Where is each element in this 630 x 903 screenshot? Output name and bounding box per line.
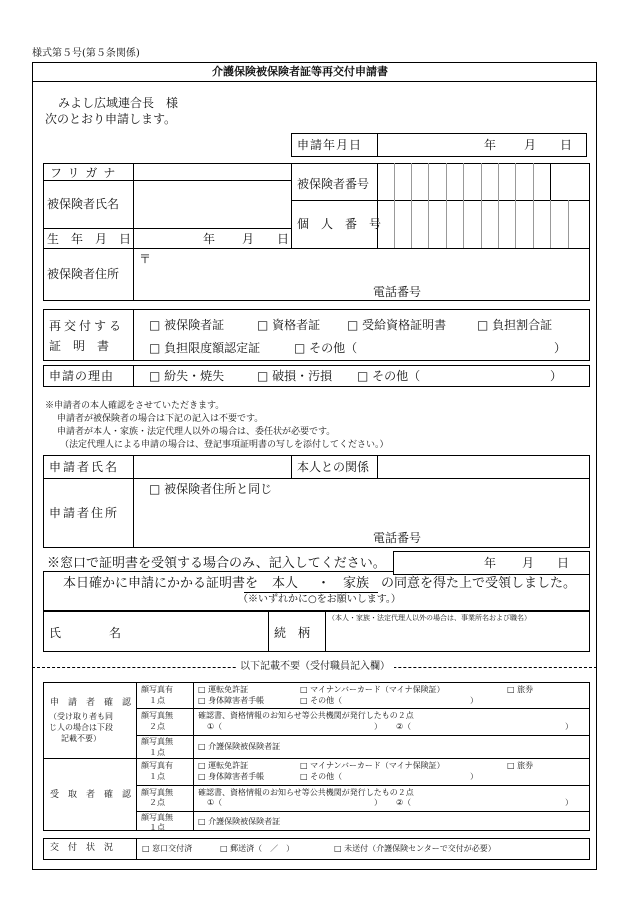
reason-damaged[interactable]: □ 破損・汚損 — [257, 369, 333, 383]
note-line-4: （法定代理人による申請の場合は、登記事項証明書の写しを添付してください。） — [60, 440, 389, 450]
id-other[interactable]: □ その他（ — [300, 696, 343, 705]
delivery-box — [43, 838, 590, 860]
insured-name-label: 被保険者氏名 — [47, 197, 120, 211]
rcv-id-mynumber-card[interactable]: □ マイナンバーカード（マイナ保険証） — [300, 761, 445, 770]
consent-text-post: の同意を得た上で受領しました。 — [381, 576, 577, 591]
applicant-name-label: 申請者氏名 — [49, 460, 120, 474]
window-notice: ※窓口で証明書を受領する場合のみ、記入してください。 — [47, 556, 386, 571]
postal-mark: 〒 — [139, 252, 152, 266]
delivery-unsent[interactable]: □ 未送付（介護保険センターで交付が必要） — [334, 844, 496, 853]
birth-date-label: 生 年 月 日 — [47, 232, 132, 246]
receiver-relation-label: 続 柄 — [274, 626, 311, 640]
intro-text: 次のとおり申請します。 — [45, 112, 177, 126]
delivery-label: 交 付 状 況 — [50, 843, 114, 853]
form-number: 様式第５号(第５条関係) — [32, 48, 140, 59]
consent-person[interactable]: 本人 — [272, 576, 299, 591]
staff-divider-label: 以下記載不要（受付職員記入欄） — [236, 662, 394, 672]
applicant-check-label: 申 請 者 確 認 — [50, 698, 132, 708]
id-care-insurance-card[interactable]: □ 介護保険被保険者証 — [198, 742, 281, 751]
relation-note: （本人・家族・法定代理人以外の場合は、事業所名および職名） — [328, 614, 531, 622]
rcv-id-passport[interactable]: □ 旅券 — [507, 761, 534, 770]
id-mynumber-card[interactable]: □ マイナンバーカード（マイナ保険証） — [300, 685, 445, 694]
mynumber-label: 個 人 番 号 — [297, 217, 382, 231]
note-line-3: 申請者が本人・家族・法定代理人以外の場合は、委任状が必要です。 — [57, 427, 336, 437]
form-title: 介護保険被保険者証等再交付申請書 — [212, 65, 388, 78]
applicant-address-label: 申請者住所 — [49, 506, 120, 520]
rcv-id-driver-license[interactable]: □ 運転免許証 — [198, 761, 249, 770]
addressee: みよし広域連合長 様 — [58, 96, 179, 110]
insured-phone-label: 電話番号 — [373, 285, 422, 299]
reason-other[interactable]: □ その他（ — [357, 369, 421, 383]
rcv-id-care-insurance-card[interactable]: □ 介護保険被保険者証 — [198, 817, 281, 826]
rcv-id-other[interactable]: □ その他（ — [300, 772, 343, 781]
reason-lost[interactable]: □ 紛失・焼失 — [149, 369, 225, 383]
note-line-2: 申請者が被保険者の場合は下記の記入は不要です。 — [57, 414, 264, 424]
option-insurance-card[interactable]: □ 被保険者証 — [149, 318, 225, 332]
delivery-counter[interactable]: □ 窓口交付済 — [142, 844, 193, 853]
consent-text-pre: 本日確かに申請にかかる証明書を — [63, 576, 259, 591]
circle-note: （※いずれかに○をお願いします。） — [238, 594, 401, 605]
applicant-relation-label: 本人との関係 — [297, 460, 370, 474]
note-line-1: ※申請者の本人確認をさせていただきます。 — [45, 401, 225, 411]
option-other-cert[interactable]: □ その他（ — [294, 341, 358, 355]
insured-number-label: 被保険者番号 — [297, 177, 370, 191]
insured-address-label: 被保険者住所 — [47, 267, 120, 281]
receiver-name-label: 氏 名 — [49, 626, 122, 640]
id-passport[interactable]: □ 旅券 — [507, 685, 534, 694]
id-driver-license[interactable]: □ 運転免許証 — [198, 685, 249, 694]
application-date-label: 申請年月日 — [297, 138, 363, 152]
furigana-label: フリガナ — [50, 166, 122, 180]
option-eligibility-cert[interactable]: □ 受給資格証明書 — [347, 318, 447, 332]
option-qualification-card[interactable]: □ 資格者証 — [257, 318, 321, 332]
option-limit-cert[interactable]: □ 負担限度額認定証 — [149, 341, 261, 355]
delivery-mailed[interactable]: □ 郵送済（ ／ ） — [220, 844, 295, 853]
receiver-check-label: 受 取 者 確 認 — [50, 790, 132, 800]
id-disability-handbook[interactable]: □ 身体障害者手帳 — [198, 696, 265, 705]
rcv-id-disability-handbook[interactable]: □ 身体障害者手帳 — [198, 772, 265, 781]
applicant-phone-label: 電話番号 — [373, 531, 422, 545]
consent-family[interactable]: 家族 — [343, 576, 370, 591]
option-burden-ratio-cert[interactable]: □ 負担割合証 — [477, 318, 553, 332]
same-address-checkbox[interactable]: □ 被保険者住所と同じ — [149, 482, 273, 496]
